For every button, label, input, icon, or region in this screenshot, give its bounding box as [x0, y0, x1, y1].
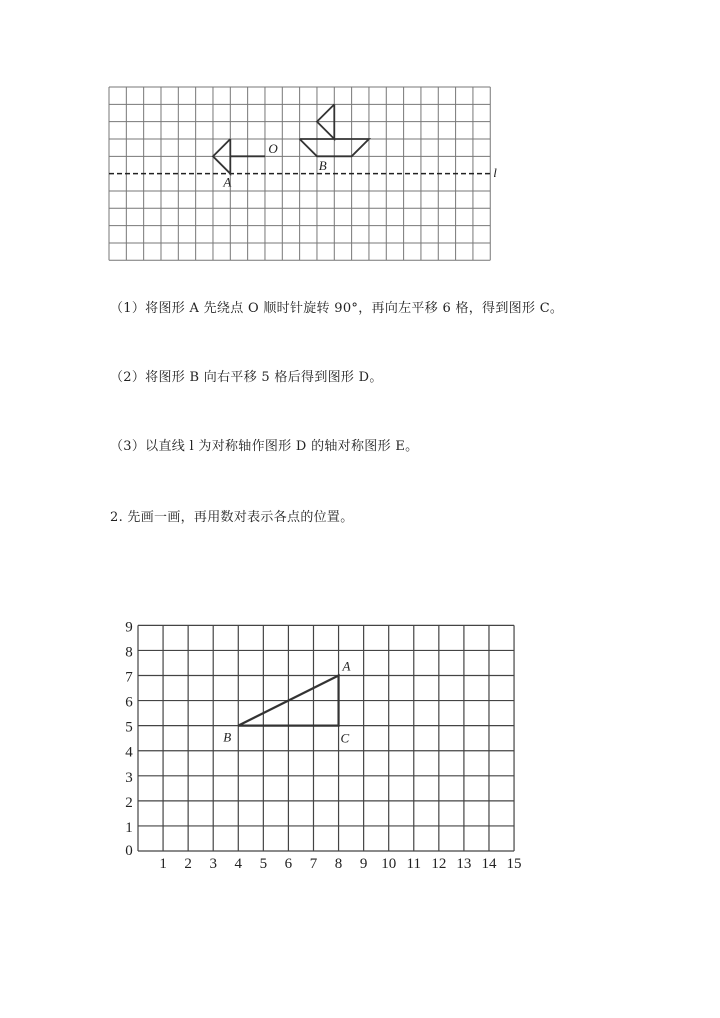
x-tick-label: 4 — [234, 856, 243, 872]
y-tick-label: 5 — [125, 719, 133, 736]
y-tick-label: 8 — [125, 644, 133, 661]
x-tick-label: 11 — [406, 856, 421, 872]
y-tick-label: 6 — [125, 694, 133, 711]
x-tick-label: 12 — [431, 856, 447, 872]
y-tick-label: 3 — [125, 769, 133, 786]
y-tick-label: 0 — [125, 843, 133, 859]
grid-figure-transformations — [109, 87, 509, 267]
y-tick-label: 1 — [125, 819, 133, 836]
y-tick-label: 2 — [125, 794, 133, 811]
problem-2-title: 2. 先画一画，再用数对表示各点的位置。 — [110, 510, 354, 525]
point-label-c: C — [340, 730, 350, 746]
point-label-a: A — [342, 658, 351, 674]
x-tick-label: 8 — [334, 856, 343, 872]
label-o: O — [268, 140, 278, 156]
label-l: l — [493, 165, 497, 181]
y-tick-label: 9 — [125, 619, 133, 636]
x-tick-label: 7 — [309, 856, 318, 872]
x-tick-label: 15 — [506, 856, 522, 872]
question-2-text: （2）将图形 B 向右平移 5 格后得到图形 D。 — [110, 370, 383, 385]
point-label-b: B — [223, 729, 232, 745]
x-tick-label: 9 — [359, 856, 368, 872]
x-tick-label: 6 — [284, 856, 293, 872]
label-b: B — [318, 158, 327, 174]
x-tick-label: 3 — [209, 856, 217, 872]
label-a: A — [223, 174, 232, 190]
x-tick-label: 5 — [259, 856, 268, 872]
x-tick-label: 10 — [381, 856, 397, 872]
question-3-text: （3）以直线 l 为对称轴作图形 D 的轴对称图形 E。 — [110, 439, 419, 454]
y-tick-label: 4 — [125, 744, 133, 761]
y-tick-label: 7 — [125, 669, 133, 686]
coordinate-grid-figure — [110, 610, 530, 880]
x-tick-label: 2 — [184, 856, 192, 872]
question-1-text: （1）将图形 A 先绕点 O 顺时针旋转 90°，再向左平移 6 格，得到图形 C。 — [110, 301, 564, 316]
x-tick-label: 1 — [159, 856, 167, 872]
x-tick-label: 14 — [481, 856, 497, 872]
x-tick-label: 13 — [456, 856, 472, 872]
